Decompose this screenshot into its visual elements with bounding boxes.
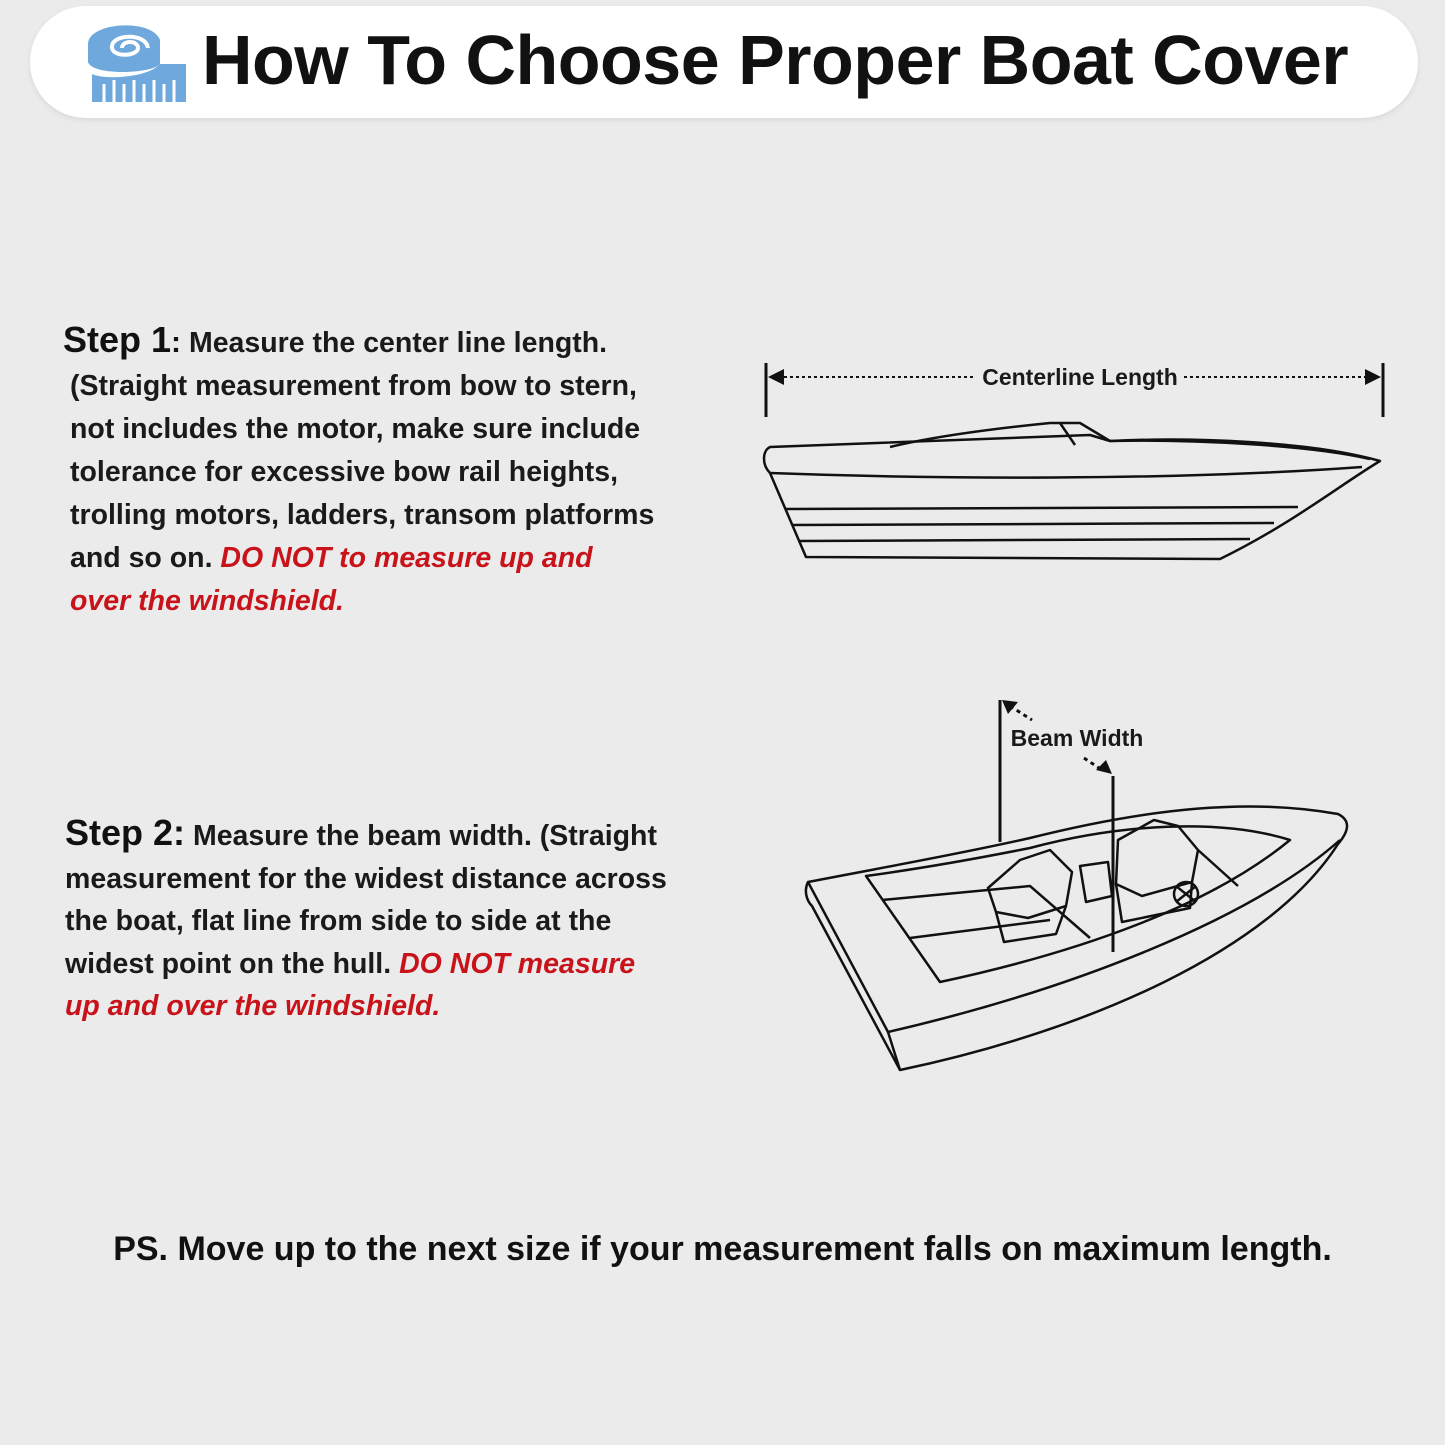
step1-instructions <box>63 318 703 623</box>
step1-warning: over the windshield. <box>70 585 344 617</box>
boat-side-view <box>764 423 1380 559</box>
step1-line: (Straight measurement from bow to stern, <box>70 370 637 402</box>
measuring-tape-icon <box>82 14 190 104</box>
centerline-length-diagram <box>750 355 1400 570</box>
page-title: How To Choose Proper Boat Cover <box>202 21 1349 99</box>
beam-width-label: Beam Width <box>1010 725 1144 751</box>
beam-width-diagram <box>790 690 1370 1085</box>
boat-perspective-view <box>806 806 1347 1070</box>
arrow-left-icon <box>768 369 784 385</box>
step2-instructions <box>65 812 705 1028</box>
step1-colon: : <box>171 326 182 359</box>
arrow-right-icon <box>1365 369 1381 385</box>
footer-note: PS. Move up to the next size if your measurement falls on maximum length. <box>113 1230 1332 1268</box>
header-banner <box>30 6 1418 118</box>
step1-line: tolerance for excessive bow rail heights, <box>70 456 619 488</box>
step2-line: the boat, flat line from side to side at the <box>65 905 612 937</box>
centerline-length-label: Centerline Length <box>982 364 1178 390</box>
step1-line: and so on. <box>70 542 213 574</box>
step2-warning: up and over the windshield. <box>65 990 441 1022</box>
step1-line: not includes the motor, make sure include <box>70 413 641 445</box>
step2-line: widest point on the hull. <box>65 947 392 980</box>
step2-line: measurement for the widest distance across <box>65 862 667 895</box>
step2-label: Step 2: <box>65 812 186 853</box>
step1-line: trolling motors, ladders, transom platforms <box>70 499 655 531</box>
step1-line: Measure the center line length. <box>188 327 608 359</box>
step1-warning: DO NOT to measure up and <box>220 542 593 574</box>
step2-line: Measure the beam width. (Straight <box>192 820 657 852</box>
step2-warning: DO NOT measure <box>399 947 636 980</box>
arrow-up-left-icon <box>1002 700 1018 714</box>
step1-label: Step 1 <box>63 319 172 360</box>
